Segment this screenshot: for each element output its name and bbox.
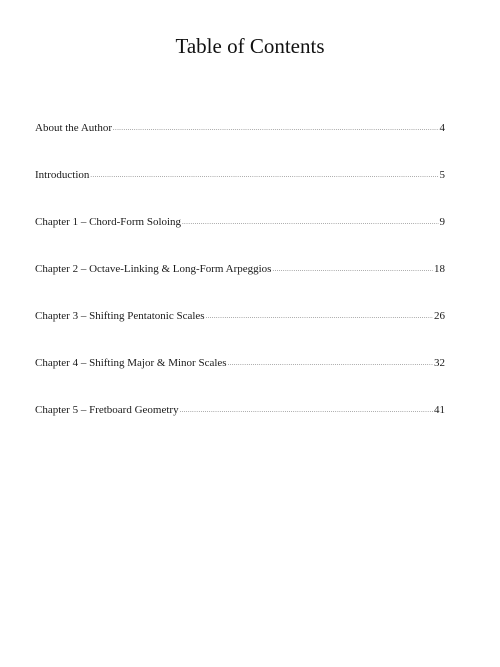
dot-leader bbox=[182, 217, 438, 230]
dot-leader bbox=[272, 264, 433, 277]
toc-list bbox=[35, 122, 445, 451]
toc-entry-page-number: 18 bbox=[434, 263, 445, 275]
toc-entry-introduction[interactable] bbox=[35, 169, 445, 216]
toc-entry-label: About the Author bbox=[35, 122, 112, 134]
toc-entry-page-number: 9 bbox=[439, 216, 445, 228]
toc-entry-chapter-3[interactable] bbox=[35, 310, 445, 357]
toc-entry-about-the-author[interactable] bbox=[35, 122, 445, 169]
toc-entry-chapter-5[interactable] bbox=[35, 404, 445, 451]
toc-entry-chapter-4[interactable] bbox=[35, 357, 445, 404]
dot-leader bbox=[206, 311, 433, 324]
toc-entry-label: Chapter 3 – Shifting Pentatonic Scales bbox=[35, 310, 205, 322]
toc-entry-chapter-1[interactable] bbox=[35, 216, 445, 263]
toc-entry-label: Introduction bbox=[35, 169, 90, 181]
toc-entry-label: Chapter 5 – Fretboard Geometry bbox=[35, 404, 179, 416]
toc-entry-chapter-2[interactable] bbox=[35, 263, 445, 310]
page-title: Table of Contents bbox=[175, 34, 325, 58]
toc-entry-page-number: 41 bbox=[434, 404, 445, 416]
dot-leader bbox=[90, 170, 438, 183]
dot-leader bbox=[113, 123, 439, 136]
toc-entry-page-number: 32 bbox=[434, 357, 445, 369]
toc-entry-page-number: 5 bbox=[439, 169, 445, 181]
toc-entry-page-number: 4 bbox=[439, 122, 445, 134]
toc-entry-label: Chapter 2 – Octave-Linking & Long-Form Arpeggios bbox=[35, 263, 272, 275]
toc-entry-page-number: 26 bbox=[434, 310, 445, 322]
dot-leader bbox=[228, 358, 433, 371]
toc-entry-label: Chapter 1 – Chord-Form Soloing bbox=[35, 216, 182, 228]
dot-leader bbox=[180, 405, 433, 418]
toc-entry-label: Chapter 4 – Shifting Major & Minor Scales bbox=[35, 357, 227, 369]
